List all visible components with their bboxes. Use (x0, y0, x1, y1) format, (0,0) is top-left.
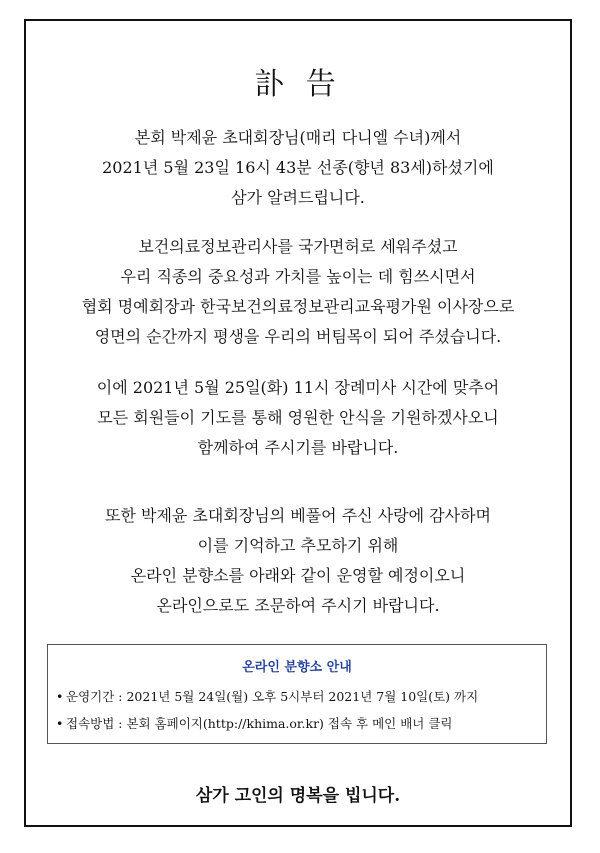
paragraph-line: 모든 회원들이 기도를 통해 영원한 안식을 기원하겠사오니 (97, 408, 499, 427)
paragraph-line: 또한 박제윤 초대회장님의 베풀어 주신 사랑에 감사하며 (104, 506, 491, 525)
paragraph-line: 협회 명예회장과 한국보건의료정보관리교육평가원 이사장으로 (81, 297, 515, 316)
paragraph-line: 본회 박제윤 초대회장님(매리 다니엘 수녀)께서 (134, 128, 462, 147)
closing-condolence: 삼가 고인의 명복을 빕니다. (195, 786, 401, 806)
info-box-title: 온라인 분향소 안내 (242, 660, 352, 675)
notice-title: 訃 告 (254, 67, 342, 102)
paragraph-announcement (26, 123, 570, 213)
paragraph-funeral-mass (26, 373, 570, 463)
paragraph-line: 2021년 5월 23일 16시 43분 선종(향년 83세)하셨기에 (102, 158, 494, 177)
paragraph-line: 삼가 알려드립니다. (231, 188, 365, 207)
paragraph-line: 온라인 분향소를 아래와 같이 운영할 예정이오니 (130, 566, 466, 585)
paragraph-online-memorial (26, 501, 570, 621)
notice-frame (24, 19, 572, 827)
bullet-icon: • (56, 689, 64, 704)
paragraph-tribute (26, 232, 570, 352)
paragraph-line: 보건의료정보관리사를 국가면허로 세워주셨고 (138, 237, 458, 256)
info-item-access (56, 714, 452, 732)
info-item-period (56, 687, 478, 705)
bullet-icon: • (56, 716, 64, 731)
paragraph-line: 영면의 순간까지 평생을 우리의 버팀목이 되어 주셨습니다. (94, 327, 502, 346)
paragraph-line: 함께하여 주시기를 바랍니다. (197, 438, 399, 457)
paragraph-line: 이에 2021년 5월 25일(화) 11시 장례미사 시간에 맞추어 (96, 378, 500, 397)
paragraph-line: 온라인으로도 조문하여 주시기 바랍니다. (156, 596, 440, 615)
paragraph-line: 이를 기억하고 추모하기 위해 (197, 536, 399, 555)
paragraph-line: 우리 직종의 중요성과 가치를 높이는 데 힘쓰시면서 (120, 267, 476, 286)
info-item-text: 운영기간 : 2021년 5월 24일(월) 오후 5시부터 2021년 7월 10일(토) 까지 (66, 689, 479, 704)
info-item-text: 접속방법 : 본회 홈페이지(http://khima.or.kr) 접속 후 메인 배너 클릭 (66, 716, 453, 731)
online-memorial-info-box (47, 644, 547, 744)
